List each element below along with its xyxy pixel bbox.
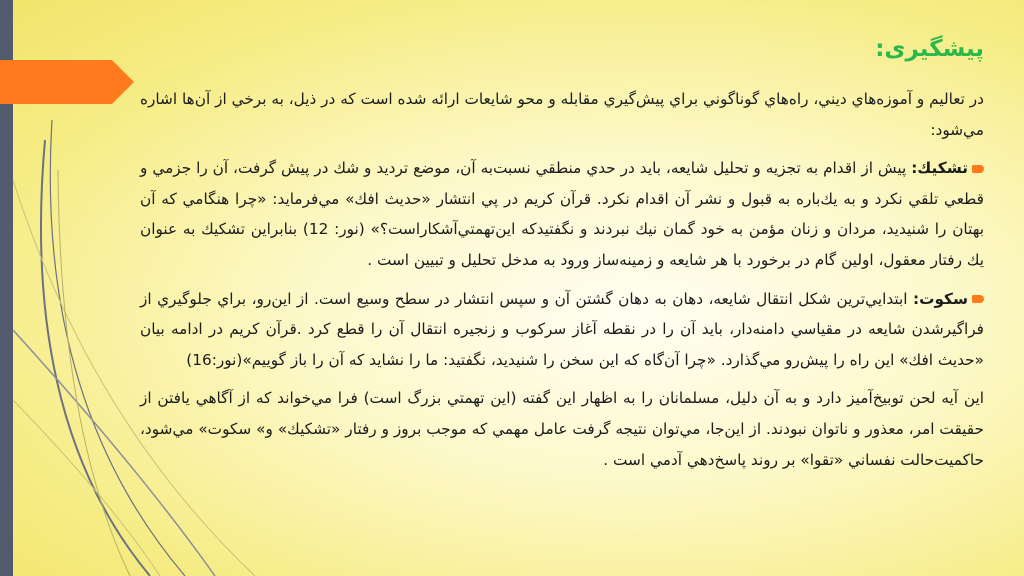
conclusion-text: اين آيه لحن توبيخ‌آميز دارد و به آن دليل، مسلمانان را به اظهار اين گفته (اين تهمتي بزرگ است) فرا مي‌خواند كه از آگاهي يافتن از حقيقت امر، معذور و ناتوان نبودند. از اين‌جا، مي‌توان نتيجه گرفت عامل مهمي كه موجب بروز و رفتار «تشكيك» و» سكوت» مي‌شود، حاكميت‌حالت نفساني «تقوا» بر روند پاسخ‌دهي آدمي است . bbox=[140, 389, 984, 469]
conclusion-paragraph bbox=[140, 383, 984, 475]
bullet-icon bbox=[972, 295, 984, 303]
orange-arrow-shape bbox=[0, 60, 134, 104]
silence-paragraph bbox=[140, 284, 984, 376]
doubt-term: تشكيك: bbox=[911, 159, 968, 178]
doubt-text: پيش از اقدام به تجزيه و تحليل شايعه، بايد در حدي منطقي نسبت‌به آن، موضع ترديد و شك در پيش گرفت، آن را جزمي و قطعي تلقي نكرد و به يك‌باره به قبول و نشر آن اقدام نكرد. قرآن كريم در پي انتشار «حديث افك» مي‌فرمايد: «چرا هنگامي كه آن بهتان را شنيديد، مردان و زنان مؤمن به خود گمان نيك نبردند و نگفتيدكه اين‌تهمتي‌آشكاراست؟» (نور: 12) بنابراين تشكيك به عنوان يك رفتار معقول، اولين گام در برخورد با هر شايعه و زمينه‌ساز ورود به مدخل تحليل و تبيين است . bbox=[140, 159, 985, 269]
doubt-paragraph bbox=[140, 153, 984, 275]
silence-term: سكوت: bbox=[912, 289, 968, 308]
slide-body bbox=[140, 84, 984, 483]
slide-title: پیشگیری: bbox=[875, 36, 984, 62]
intro-paragraph bbox=[140, 84, 984, 145]
bullet-icon bbox=[972, 165, 984, 173]
silence-text: ابتدايي‌ترين شكل انتقال شايعه، دهان به دهان گشتن آن و سپس انتشار در سطح وسيع است. از اين‌رو، براي جلوگيري از فراگيرشدن شايعه در مقياسي دامنه‌دار، بايد آن را در نقطه آغاز سركوب و زنجيره انتقال آن را قطع كرد .قرآن كريم در ادامه بيان «حديث افك» اين راه را پيش‌رو مي‌گذارد. «چرا آن‌گاه كه اين سخن را شنيديد، نگفتيد: ما را نشايد كه آن را باز گوييم»(نور:16) bbox=[140, 289, 984, 369]
intro-text: در تعاليم و آموزه‌هاي ديني، راه‌هاي گوناگوني براي پيش‌گيري مقابله و محو شايعات ارائه شده است كه در ذيل، به برخي از آن‌ها اشاره مي‌شود: bbox=[140, 90, 984, 139]
